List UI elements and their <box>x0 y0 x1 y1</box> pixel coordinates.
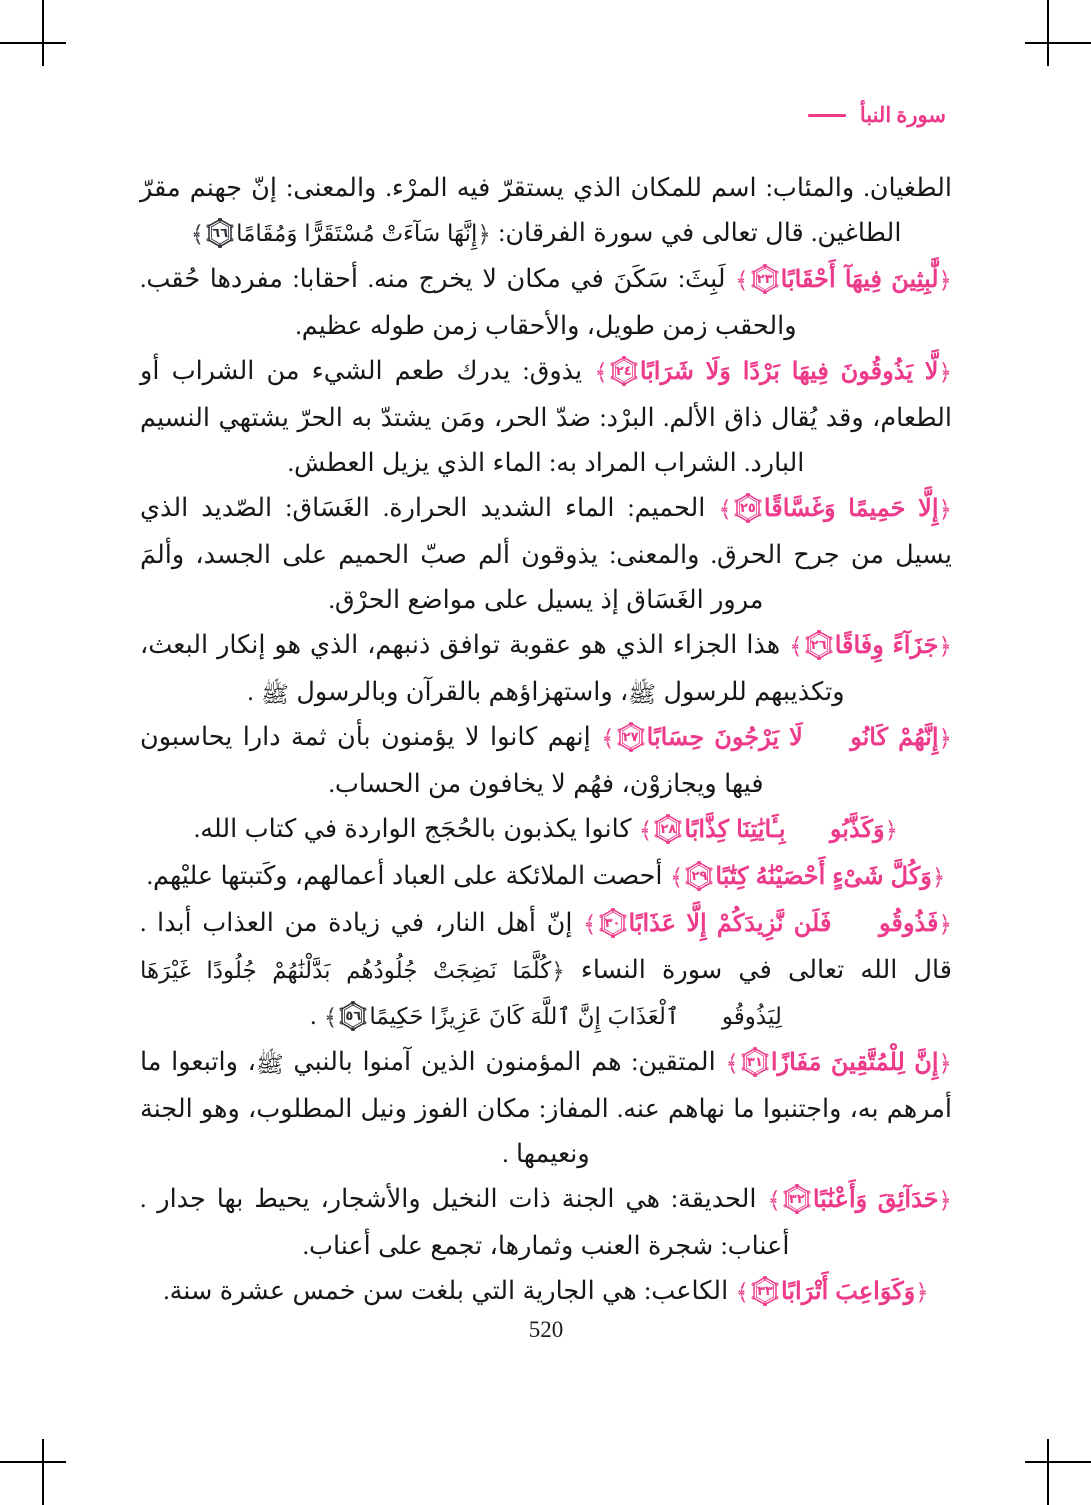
verse-number-medallion <box>740 1047 770 1077</box>
commentary-text: لَبِثَ: سَكَنَ في مكان لا يخرج منه. أحقابا: مفردها حُقب. والحقب زمن طويل، والأحقاب زمن طوله عظيم. <box>140 264 797 340</box>
verse-number: ٢٣ <box>756 271 773 287</box>
verse-number-medallion <box>616 722 646 752</box>
crop-mark-top-right-horizontal <box>1025 42 1091 44</box>
quran-ayah-text: فَذُوقُوا۟ فَلَن نَّزِيدَكُمْ إِلَّا عَذَابًا <box>628 911 939 937</box>
verse-number: ٣٠ <box>604 915 621 931</box>
verse-number: ٢٥ <box>739 500 756 516</box>
commentary-text: . <box>247 677 262 706</box>
commentary-text: الطغيان. والمئاب: اسم للمكان الذي يستقرّ فيه المرْء. والمعنى: إنّ جهنم مقرّ الطاغين. قال تعالى في سورة الفرقان: <box>140 173 952 247</box>
quran-ayah-text: حَدَآئِقَ وَأَعْنَٰبًا <box>812 1187 939 1213</box>
tafsir-paragraph <box>140 256 952 348</box>
verse-number: ٢٤ <box>615 363 632 379</box>
verse-number-medallion <box>782 1184 812 1214</box>
commentary-text: الكاعب: هي الجارية التي بلغت سن خمس عشرة سنة. <box>163 1276 736 1305</box>
tafsir-paragraph <box>140 714 952 806</box>
ayah-brace-close-icon: ﴾ <box>638 818 653 843</box>
ayah-brace-open-icon: ﴿ <box>938 497 952 522</box>
ayah-brace-close-icon: ﴾ <box>583 912 597 937</box>
quran-ayah-quoted-text: إِنَّهَا سَآءَتْ مُسْتَقَرًّا وَمُقَامًا <box>236 221 478 246</box>
ayah-brace-open-icon: ﴿ <box>477 222 491 247</box>
sallallahu-alayhi-wasallam-icon: ﷺ <box>628 682 657 707</box>
verse-number-medallion <box>205 218 235 248</box>
ayah-brace-open-icon: ﴿ <box>551 959 565 984</box>
commentary-text: الحميم: الماء الشديد الحرارة. الغَسَاق: الصّديد الذي يسيل من جرح الحرق. والمعنى: يذوقون ألم صبّ الحميم على الجسد، وألمَ مرور الغَسَاق إذ يسيل على مواضع الحرْق. <box>140 493 952 614</box>
quran-ayah-text: لَّا يَذُوقُونَ فِيهَا بَرْدًا وَلَا شَرَابًا <box>639 359 939 385</box>
running-head-surah-title: سورة النبأ <box>859 102 946 127</box>
commentary-text: المتقين: هم المؤمنون الذين آمنوا بالنبي <box>283 1047 726 1076</box>
ayah-brace-open-icon: ﴿ <box>938 1051 952 1076</box>
verse-number: ٢٨ <box>660 821 677 837</box>
verse-number-medallion <box>609 356 639 386</box>
verse-number-medallion <box>750 264 780 294</box>
page-number: 520 <box>528 1317 564 1342</box>
ayah-brace-close-icon: ﴾ <box>767 1188 781 1213</box>
ayah-brace-open-icon: ﴿ <box>938 1188 953 1213</box>
ayah-brace-close-icon: ﴾ <box>718 497 732 522</box>
ayah-brace-close-icon: ﴾ <box>789 634 803 659</box>
ayah-brace-open-icon: ﴿ <box>931 865 946 890</box>
quran-ayah-text: وَكُلَّ شَىْءٍ أَحْصَيْنَٰهُ كِتَٰبًا <box>715 864 932 890</box>
commentary-text: يذوق: يدرك طعم الشيء من الشراب أو الطعام، وقد يُقال ذاق الألم. البرْد: ضدّ الحر، ومَن يشتدّ به الحرّ يشتهي النسيم البارد. الشراب المراد به: الماء الذي يزيل العطش. <box>140 356 952 477</box>
ayah-brace-close-icon: ﴾ <box>735 1280 750 1305</box>
tafsir-paragraph <box>140 348 952 485</box>
ayah-brace-open-icon: ﴿ <box>938 360 952 385</box>
ayah-brace-open-icon: ﴿ <box>884 818 899 843</box>
ayah-brace-close-icon: ﴾ <box>725 1051 739 1076</box>
crop-mark-top-left-horizontal <box>0 42 66 44</box>
quran-ayah-text: وَكَذَّبُوا۟ بِـَٔايَٰتِنَا كِذَّابًا <box>684 817 885 843</box>
tafsir-paragraph <box>140 853 952 900</box>
ayah-brace-close-icon: ﴾ <box>669 865 684 890</box>
tafsir-body <box>140 165 952 1315</box>
tafsir-paragraph <box>140 165 952 256</box>
ayah-brace-close-icon: ﴾ <box>323 1005 338 1030</box>
ayah-brace-open-icon: ﴿ <box>938 912 952 937</box>
crop-mark-bottom-left-horizontal <box>0 1461 66 1463</box>
ayah-brace-close-icon: ﴾ <box>190 222 205 247</box>
quran-ayah-text: جَزَآءً وِفَاقًا <box>834 633 939 659</box>
tafsir-paragraph <box>140 806 952 853</box>
quran-ayah-text: إِلَّا حَمِيمًا وَغَسَّاقًا <box>763 496 939 522</box>
horizontal-rule-ornament-icon <box>808 114 846 117</box>
commentary-text: أحصت الملائكة على العباد أعمالهم، وكَتبتها عليْهم. <box>146 861 670 890</box>
verse-number: ٢٦ <box>810 637 827 653</box>
verse-number-medallion <box>338 1001 368 1031</box>
verse-number: ٣٣ <box>757 1283 773 1299</box>
tafsir-paragraph <box>140 622 952 714</box>
verse-number: ٣٢ <box>788 1191 805 1207</box>
tafsir-paragraph <box>140 1268 952 1315</box>
verse-number: ٣١ <box>746 1054 763 1070</box>
commentary-text: إنّ أهل النار، في زيادة من العذاب أبدا . قال الله تعالى في سورة النساء <box>140 908 952 984</box>
quran-ayah-text: إِنَّهُمْ كَانُوا۟ لَا يَرْجُونَ حِسَابًا <box>646 725 939 751</box>
ayah-brace-open-icon: ﴿ <box>938 268 952 293</box>
tafsir-paragraph <box>140 1176 952 1268</box>
commentary-text: ، واستهزاؤهم بالقرآن وبالرسول <box>288 677 629 706</box>
page-content <box>140 95 952 1385</box>
crop-mark-top-left-vertical <box>42 0 44 66</box>
commentary-text: ، واتبعوا ما أمرهم به، واجتنبوا ما نهاهم عنه. المفاز: مكان الفوز ونيل المطلوب، وهو الجنة ونعيمها . <box>140 1047 952 1168</box>
commentary-text: هذا الجزاء الذي هو عقوبة توافق ذنبهم، الذي هو إنكار البعث، وتكذيبهم للرسول <box>140 630 845 706</box>
crop-mark-bottom-left-vertical <box>42 1439 44 1505</box>
verse-number-medallion <box>653 814 683 844</box>
ayah-brace-open-icon: ﴿ <box>915 1280 929 1305</box>
ayah-brace-close-icon: ﴾ <box>601 726 615 751</box>
verse-number-medallion <box>598 908 628 938</box>
quran-ayah-text: إِنَّ لِلْمُتَّقِينَ مَفَازًا <box>770 1050 939 1076</box>
commentary-text: كانوا يكذبون بالحُجَج الواردة في كتاب الله. <box>193 814 639 843</box>
verse-number-medallion <box>750 1276 780 1306</box>
tafsir-paragraph <box>140 1039 952 1176</box>
sallallahu-alayhi-wasallam-icon: ﷺ <box>261 682 289 707</box>
tafsir-paragraph <box>140 900 952 1039</box>
verse-number: ٢٧ <box>622 729 639 745</box>
verse-number-medallion <box>733 493 763 523</box>
ayah-brace-close-icon: ﴾ <box>594 360 608 385</box>
quran-ayah-text: لَّٰبِثِينَ فِيهَآ أَحْقَابًا <box>780 267 939 293</box>
ayah-brace-open-icon: ﴿ <box>938 726 952 751</box>
sallallahu-alayhi-wasallam-icon: ﷺ <box>255 1052 284 1077</box>
tafsir-paragraph <box>140 485 952 622</box>
verse-number: ٦٦ <box>212 225 229 241</box>
crop-mark-bottom-right-vertical <box>1047 1439 1049 1505</box>
commentary-text: . <box>310 1001 324 1030</box>
verse-number-medallion <box>684 861 714 891</box>
verse-number-medallion <box>804 630 834 660</box>
quran-ayah-quoted-text: كُلَّمَا نَضِجَتْ جُلُودُهُم بَدَّلْنَٰهُمْ جُلُودًا غَيْرَهَا لِيَذُوقُوا۟ ٱلْعَذَابَ إِنَّ ٱللَّهَ كَانَ عَزِيزًا حَكِيمًا <box>140 958 782 1029</box>
verse-number: ٥٦ <box>345 1008 362 1024</box>
ayah-brace-close-icon: ﴾ <box>735 268 749 293</box>
quran-ayah-text: وَكَوَاعِبَ أَتْرَابًا <box>781 1279 916 1305</box>
commentary-text: الحديقة: هي الجنة ذات النخيل والأشجار، يحيط بها جدار . أعناب: شجرة العنب وثمارها، تجمع على أعناب. <box>140 1184 790 1260</box>
ayah-brace-open-icon: ﴿ <box>938 634 952 659</box>
commentary-text: إنهم كانوا لا يؤمنون بأن ثمة دارا يحاسبون فيها ويجازوْن، فهُم لا يخافون من الحساب. <box>140 722 764 798</box>
running-head <box>140 95 952 135</box>
verse-number: ٢٩ <box>691 868 708 884</box>
crop-mark-bottom-right-horizontal <box>1025 1461 1091 1463</box>
crop-mark-top-right-vertical <box>1047 0 1049 66</box>
